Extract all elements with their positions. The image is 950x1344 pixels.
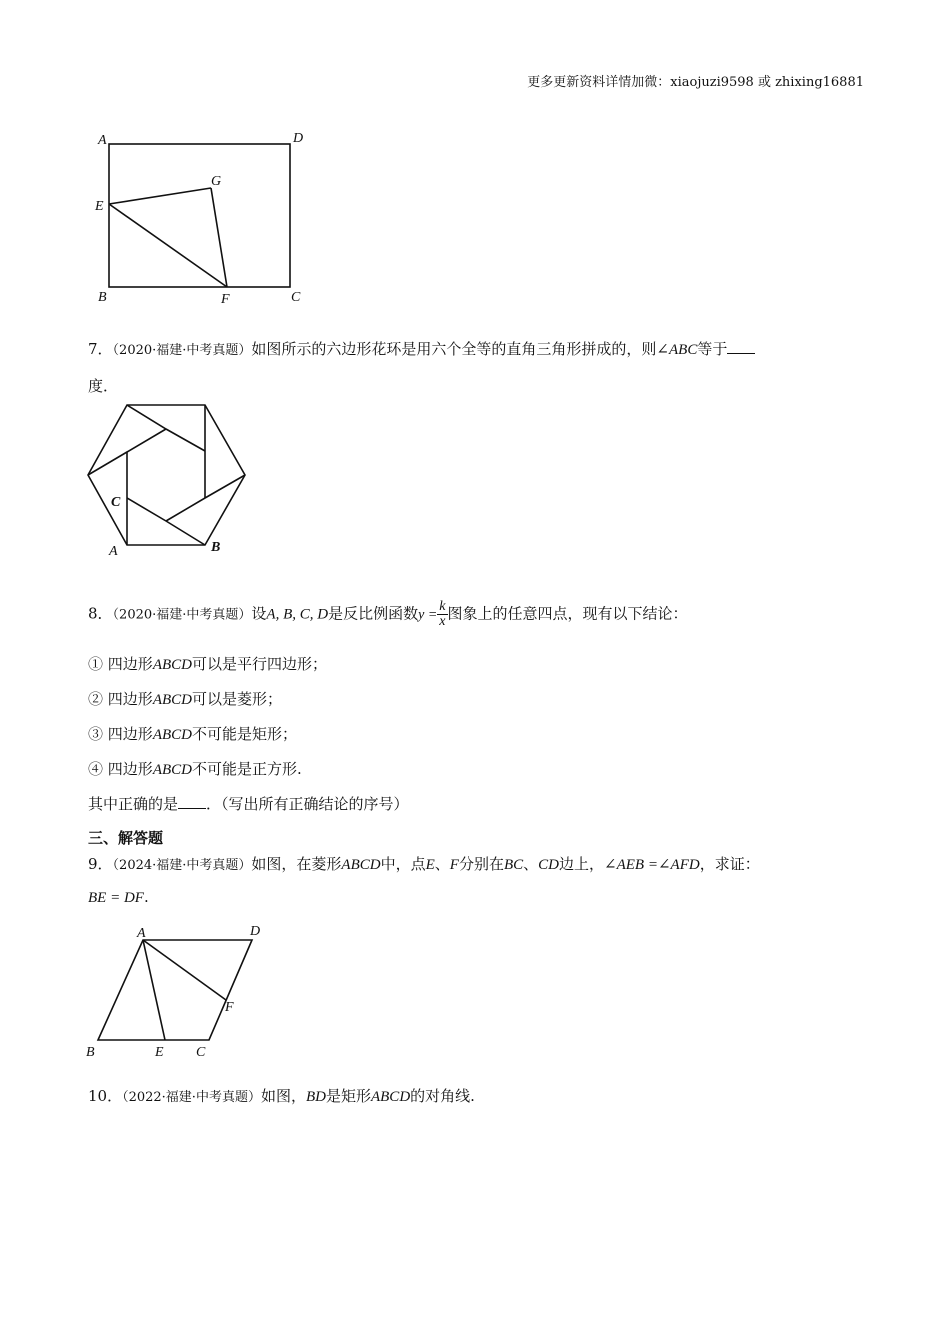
option-1: ① 四边形ABCD可以是平行四边形； [88,655,327,673]
label-e: E [95,199,104,214]
question-9: 9．（2024·福建·中考真题）如图，在菱形ABCD中，点E、F分别在BC、CD边上，∠AEB =∠AFD，求证： [88,855,760,873]
label-e: E [155,1045,164,1060]
question-8: 8．（2020·福建·中考真题）设A, B, C, D是反比例函数y = $\frac{k}{x}$ 图象上的任意四点，现有以下结论： [88,599,688,629]
question-7-continued: 度． [88,377,119,395]
label-a: A [137,926,146,941]
option-2: ② 四边形ABCD可以是菱形； [88,690,282,708]
label-g: G [211,174,222,189]
label-a: A [109,544,118,559]
label-f: F [225,1000,234,1015]
label-f: F [221,292,230,307]
label-c: C [196,1045,206,1060]
page-header: 更多更新资料详情加微：xiaojuzi9598 或 zhixing16881 [527,75,864,90]
label-a: A [98,133,107,148]
label-d: D [250,924,261,939]
question-8-answer-line: 其中正确的是 ．（写出所有正确结论的序号） [88,795,409,813]
segment-af [143,940,226,1000]
section-title: 三、解答题 [88,829,164,847]
label-d: D [293,131,304,146]
option-3: ③ 四边形ABCD不可能是矩形； [88,725,297,743]
rhombus-abcd [98,940,252,1040]
question-10: 10．（2022·福建·中考真题）如图，BD是矩形ABCD的对角线. [88,1087,475,1105]
segment-ae [143,940,165,1040]
question-9-continued: BE = DF. [88,888,149,906]
question-7: 7．（2020·福建·中考真题）如图所示的六边形花环是用六个全等的直角三角形拼成的，则∠ABC等于 [88,338,755,359]
label-c: C [291,290,301,305]
label-b: B [86,1045,95,1060]
label-b: B [211,540,221,555]
label-b: B [98,290,107,305]
option-4: ④ 四边形ABCD不可能是正方形. [88,760,302,778]
label-c: C [111,495,121,510]
fraction-k-over-x: $\frac{k}{x}$ [439,599,446,629]
